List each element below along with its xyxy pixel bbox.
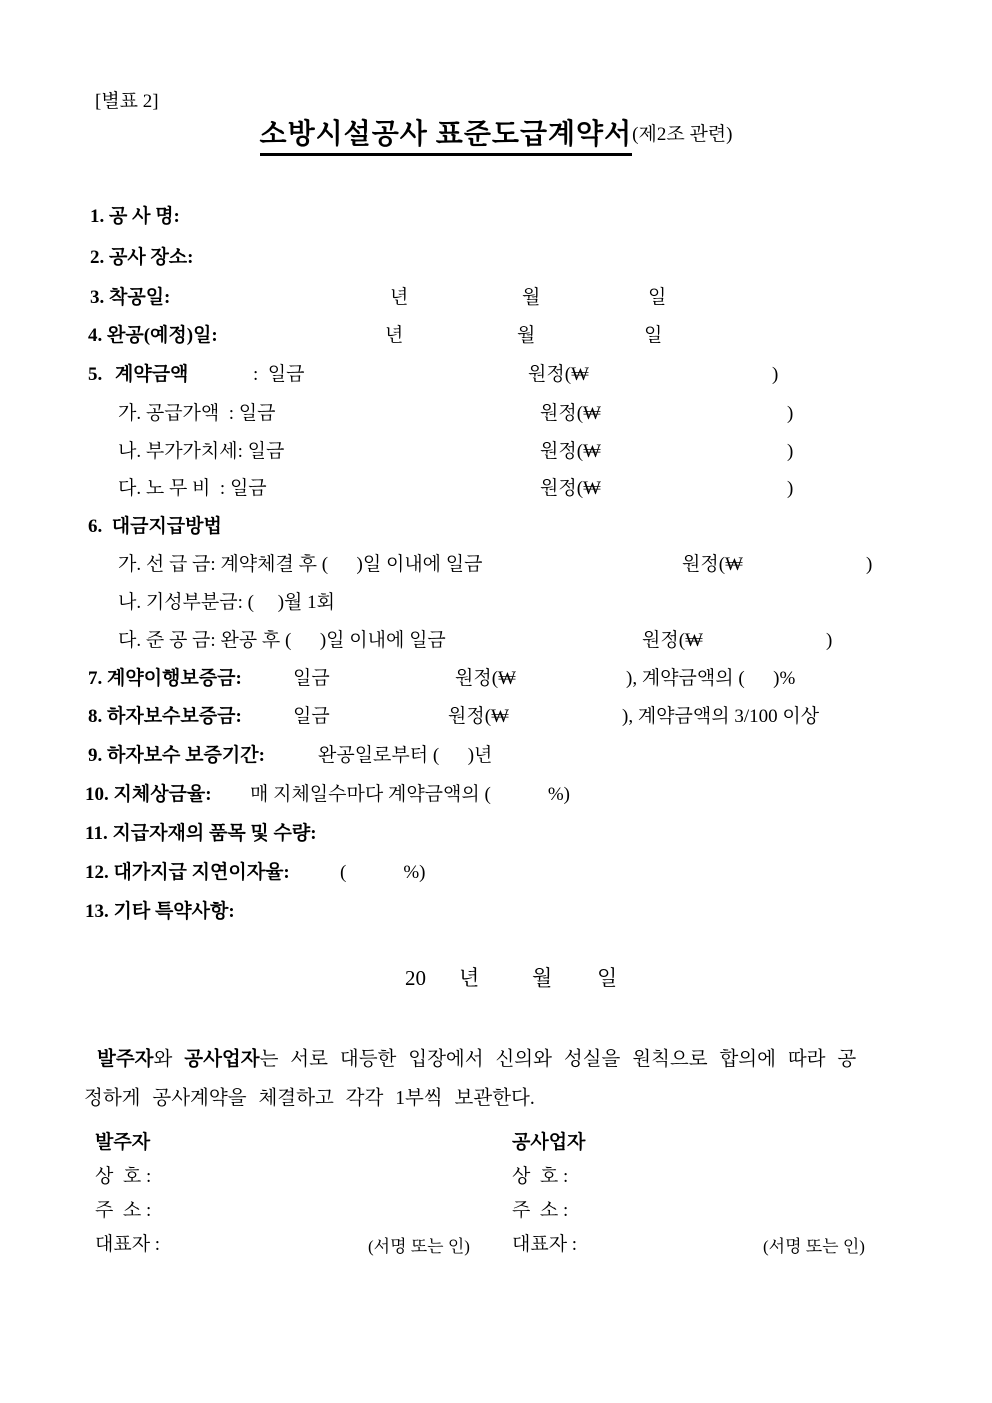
item-8-label: 8. 하자보수보증금:	[88, 706, 242, 727]
item-7-label: 7. 계약이행보증금:	[88, 668, 242, 689]
item-5c-close-paren: )	[787, 478, 794, 499]
annex-label: [별표 2]	[95, 91, 159, 112]
item-6c-won-field: 원정(₩	[642, 630, 703, 651]
item-6-line	[0, 515, 992, 541]
date-day-label: 일	[597, 966, 618, 990]
item-10-tail: 매 지체일수마다 계약금액의 ( %)	[250, 784, 570, 805]
item-6b-label: 나. 기성부분금: ( )월 1회	[118, 592, 336, 613]
date-month-label: 월	[532, 966, 553, 990]
item-3-month-label: 월	[522, 287, 541, 308]
item-6a-label: 가. 선 급 금: 계약체결 후 ( )일 이내에 일금	[118, 554, 483, 575]
item-2-line	[0, 246, 992, 272]
item-7-won-field: 원정(₩	[455, 668, 516, 689]
document-title-row	[0, 112, 992, 156]
item-3-label: 3. 착공일:	[90, 287, 171, 308]
owner-company-label: 상 호 :	[95, 1166, 152, 1187]
title-note: (제2조 관련)	[632, 124, 733, 145]
closing-join: 와	[153, 1049, 185, 1070]
item-5-number: 5.	[88, 364, 103, 385]
item-5b-line	[0, 440, 992, 466]
contract-date-line	[0, 966, 992, 992]
closing-owner-term: 발주자	[97, 1049, 154, 1070]
item-5a-label: 가. 공급가액 : 일금	[118, 403, 276, 424]
item-13-label: 13. 기타 특약사항:	[85, 901, 235, 922]
item-8-line	[0, 705, 992, 731]
item-9-line	[0, 744, 992, 770]
item-6c-label: 다. 준 공 금: 완공 후 ( )일 이내에 일금	[118, 630, 446, 651]
item-12-tail: ( %)	[340, 862, 426, 883]
item-11-line	[0, 822, 992, 848]
item-5-won-field: 원정(₩	[528, 364, 589, 385]
item-8-tail: ), 계약금액의 3/100 이상	[622, 706, 820, 727]
item-12-line	[0, 861, 992, 887]
item-8-won-field: 원정(₩	[448, 706, 509, 727]
item-1-label: 1. 공 사 명:	[90, 206, 180, 227]
item-9-label: 9. 하자보수 보증기간:	[88, 745, 265, 766]
item-4-line	[0, 324, 992, 350]
item-5a-won-field: 원정(₩	[540, 403, 601, 424]
item-1-line	[0, 205, 992, 231]
owner-representative-label: 대표자 :	[95, 1234, 161, 1255]
item-5-label: 계약금액	[115, 364, 189, 385]
item-13-line	[0, 900, 992, 926]
item-4-day-label: 일	[644, 325, 663, 346]
closing-contractor-term: 공사업자	[184, 1049, 260, 1070]
contractor-representative-label: 대표자 :	[512, 1234, 578, 1255]
contractor-seal-note: (서명 또는 인)	[763, 1237, 865, 1256]
signature-representative-row	[0, 1233, 992, 1259]
item-7-tail: ), 계약금액의 ( )%	[626, 668, 796, 689]
item-10-line	[0, 783, 992, 809]
item-6a-line	[0, 553, 992, 579]
item-5-line	[0, 363, 992, 389]
item-10-label: 10. 지체상금율:	[85, 784, 212, 805]
item-5b-won-field: 원정(₩	[540, 441, 601, 462]
item-12-label: 12. 대가지급 지연이자율:	[85, 862, 290, 883]
item-3-day-label: 일	[648, 287, 667, 308]
owner-address-label: 주 소 :	[95, 1200, 152, 1221]
item-11-label: 11. 지급자재의 품목 및 수량:	[85, 823, 317, 844]
item-3-line	[0, 286, 992, 312]
item-4-year-label: 년	[385, 325, 404, 346]
item-5b-close-paren: )	[787, 441, 794, 462]
owner-seal-note: (서명 또는 인)	[368, 1237, 470, 1256]
item-8-amount-prefix: 일금	[293, 706, 330, 727]
item-5-amount-prefix: : 일금	[253, 364, 305, 385]
item-5c-label: 다. 노 무 비 : 일금	[118, 478, 267, 499]
document-title: 소방시설공사 표준도급계약서	[260, 112, 633, 156]
item-2-label: 2. 공사 장소:	[90, 247, 194, 268]
item-9-tail: 완공일로부터 ( )년	[318, 745, 493, 766]
contractor-address-label: 주 소 :	[512, 1200, 569, 1221]
signature-address-row	[0, 1199, 992, 1225]
date-year-label: 년	[459, 966, 480, 990]
item-7-amount-prefix: 일금	[293, 668, 330, 689]
signature-contractor-title: 공사업자	[512, 1132, 586, 1153]
item-5a-line	[0, 402, 992, 428]
item-6c-close-paren: )	[826, 630, 833, 651]
item-4-label: 4. 완공(예정)일:	[88, 325, 218, 346]
item-5c-won-field: 원정(₩	[540, 478, 601, 499]
closing-rest: 는 서로 대등한 입장에서 신의와 성실을 원칙으로 합의에 따라 공	[259, 1049, 857, 1070]
signature-owner-title: 발주자	[95, 1132, 151, 1153]
item-4-month-label: 월	[517, 325, 536, 346]
date-year-prefix: 20	[405, 966, 426, 990]
item-6a-won-field: 원정(₩	[682, 554, 743, 575]
item-5a-close-paren: )	[787, 403, 794, 424]
item-6-label: 6. 대금지급방법	[88, 516, 222, 537]
closing-paragraph-line-1	[97, 1047, 856, 1073]
item-6c-line	[0, 629, 992, 655]
item-3-year-label: 년	[390, 287, 409, 308]
item-6b-line	[0, 591, 992, 617]
item-5b-label: 나. 부가가치세: 일금	[118, 441, 285, 462]
item-5-close-paren: )	[772, 364, 779, 385]
item-6a-close-paren: )	[866, 554, 873, 575]
signature-header-row	[0, 1131, 992, 1157]
signature-company-row	[0, 1165, 992, 1191]
item-7-line	[0, 667, 992, 693]
closing-line2-text: 정하게 공사계약을 체결하고 각각 1부씩 보관한다.	[84, 1088, 535, 1109]
item-5c-line	[0, 477, 992, 503]
closing-paragraph-line-2	[84, 1086, 535, 1112]
contractor-company-label: 상 호 :	[512, 1166, 569, 1187]
